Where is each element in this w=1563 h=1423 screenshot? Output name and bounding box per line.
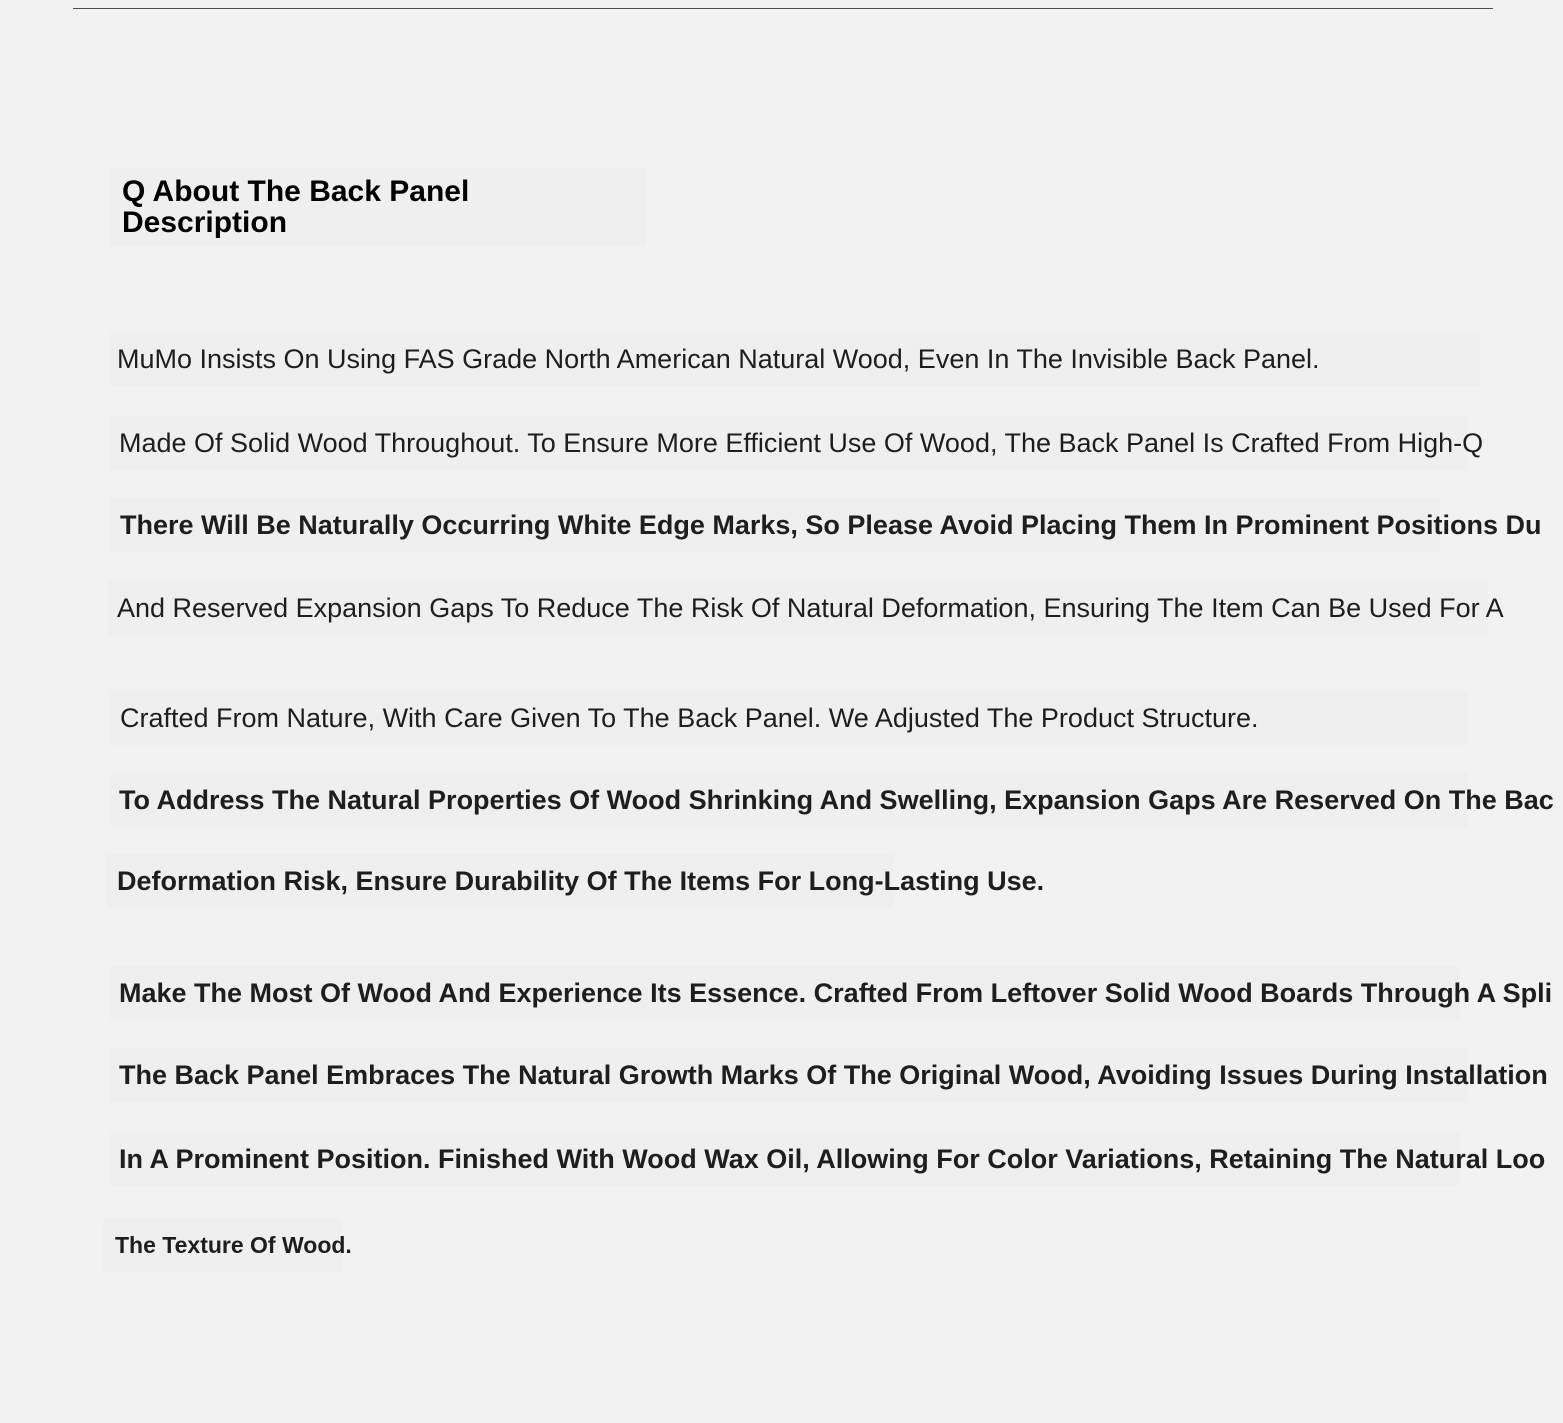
paragraph-line: To Address The Natural Properties Of Wood Shrinking And Swelling, Expansion Gaps Are Reserved On The Bac	[110, 773, 1468, 827]
top-divider	[73, 8, 1493, 9]
section-heading	[110, 168, 646, 246]
paragraph-line: MuMo Insists On Using FAS Grade North American Natural Wood, Even In The Invisible Back Panel.	[110, 332, 1480, 386]
paragraph-line: The Texture Of Wood.	[103, 1218, 341, 1272]
heading-line-1: Q About The Back Panel	[122, 175, 470, 208]
paragraph-line: Crafted From Nature, With Care Given To The Back Panel. We Adjusted The Product Structure.	[110, 691, 1468, 745]
paragraph-line: The Back Panel Embraces The Natural Growth Marks Of The Original Wood, Avoiding Issues During Installation	[110, 1048, 1468, 1102]
paragraph-line: There Will Be Naturally Occurring White Edge Marks, So Please Avoid Placing Them In Prominent Positions Du	[110, 498, 1440, 552]
paragraph-line: Deformation Risk, Ensure Durability Of The Items For Long-Lasting Use.	[107, 854, 893, 908]
paragraph-line: In A Prominent Position. Finished With Wood Wax Oil, Allowing For Color Variations, Retaining The Natural Loo	[110, 1132, 1460, 1186]
paragraph-line: Made Of Solid Wood Throughout. To Ensure More Efficient Use Of Wood, The Back Panel Is Crafted From High-Q	[110, 416, 1468, 470]
paragraph-line: Make The Most Of Wood And Experience Its Essence. Crafted From Leftover Solid Wood Boards Through A Spli	[110, 966, 1460, 1020]
heading-line-2: Description	[122, 206, 288, 239]
paragraph-line: And Reserved Expansion Gaps To Reduce The Risk Of Natural Deformation, Ensuring The Item Can Be Used For A	[108, 581, 1488, 635]
